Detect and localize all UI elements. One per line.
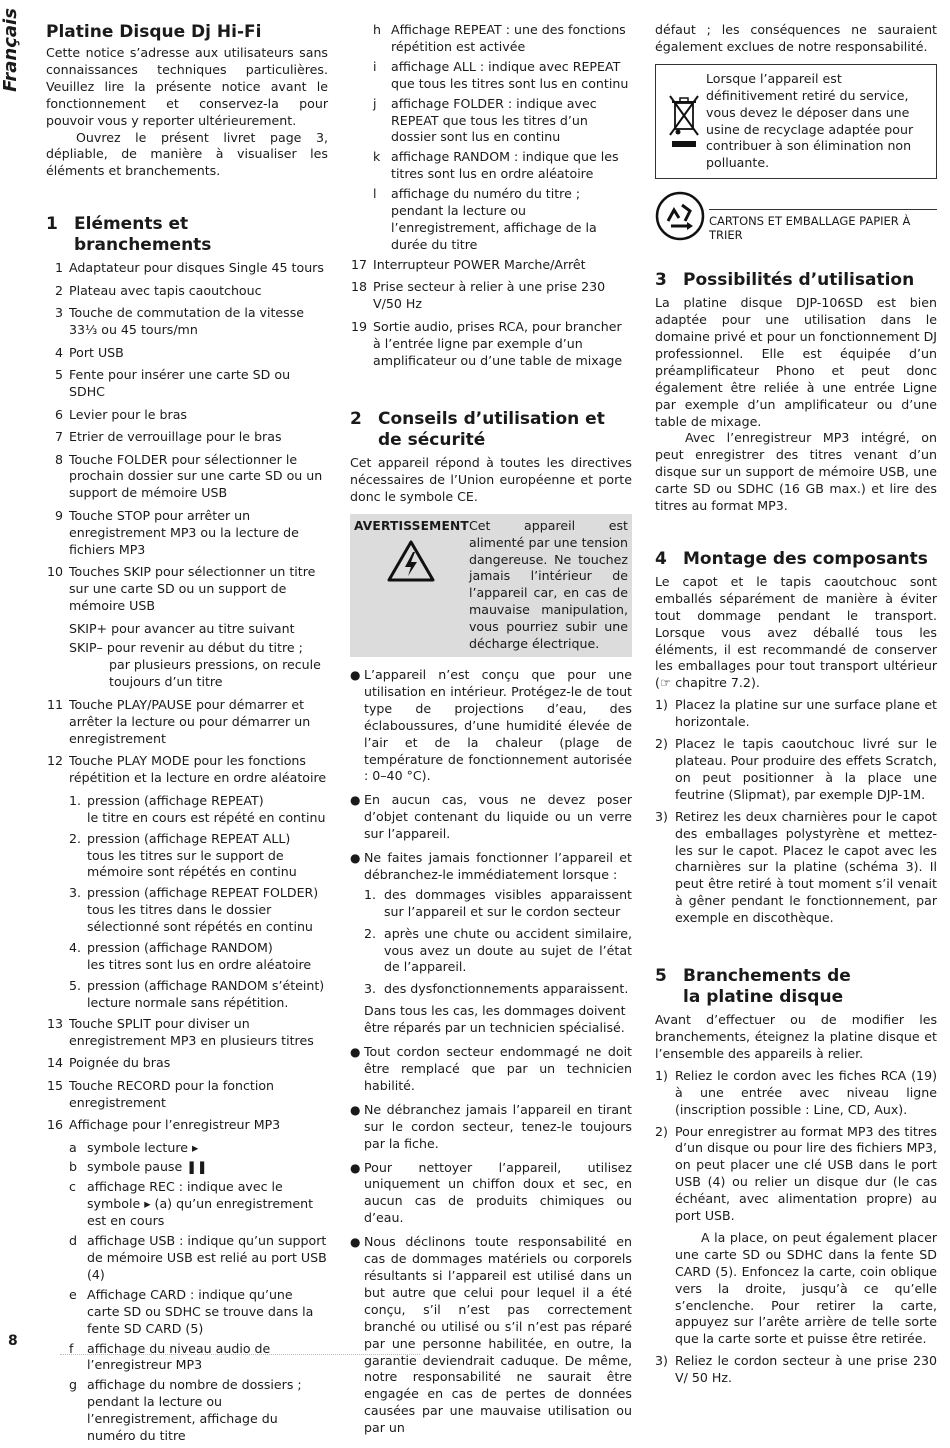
list-item: 7 Etrier de verrouillage pour le bras: [54, 429, 282, 445]
skip-minus-detail: par plusieurs pressions, on recule toujours d’un titre: [109, 657, 321, 690]
warning-box: [350, 514, 632, 657]
section-5-item-2-continued: A la place, on peut également placer une carte SD ou SDHC dans la fente SD CARD (5). Enfoncez la carte, coin oblique vers la droite, jusqu’à ce qu’elle s’enclenche. Pour retirer la carte, appuyez sur l’arête arrière de telle sorte que la carte sorte et puisse être retirée.: [675, 1229, 937, 1347]
display-item: f affichage du niveau audio de l’enregistreur MP3: [69, 1340, 271, 1373]
recycling-arrows-icon: [655, 191, 705, 241]
page-number: 8: [8, 1333, 18, 1349]
display-item: g affichage du nombre de dossiers ; pendant la lecture ou l’enregistrement, affichage du numéro du titre: [69, 1377, 302, 1444]
list-item: 2 Plateau avec tapis caoutchouc: [54, 282, 262, 298]
bullet-item: ● En aucun cas, vous ne devez poser d’objet contenant du liquide ou un verre sur l’appareil.: [350, 792, 632, 842]
section-4-heading: 4 Montage des composants: [655, 548, 928, 569]
list-item: 16 Affichage pour l’enregistreur MP3: [46, 1117, 281, 1133]
section-1-list-c: [46, 1016, 328, 1134]
display-list-b: [350, 22, 632, 254]
list-item: 13 Touche SPLIT pour diviser un enregistrement MP3 en plusieurs titres: [46, 1015, 314, 1048]
intro-paragraph-2: Ouvrez le présent livret page 3, dépliable, de manière à visualiser les éléments et branchements.: [46, 129, 328, 179]
section-2-heading: 2 Conseils d’utilisation et de sécurité: [350, 409, 605, 450]
column-3: [655, 22, 937, 1392]
damage-item: 1. des dommages visibles apparaissent sur l’appareil et sur le cordon secteur: [364, 886, 632, 919]
list-item: 18 Prise secteur à relier à une prise 230 V/50 Hz: [350, 279, 606, 312]
section-4-item: 1) Placez la platine sur une surface plane et horizontale.: [655, 697, 937, 730]
language-tab: Français: [0, 8, 21, 92]
intro-paragraph-1: Cette notice s’adresse aux utilisateurs sans connaissances techniques particulières. Veuillez lire la présente notice avant le fonctionnement et conservez-la pour pouvoir vous y reporter ultérieurement.: [46, 45, 328, 128]
warning-text: Cet appareil est alimenté par une tension dangereuse. Ne touchez jamais l’intérieur de l’appareil car, en cas de mauvaise manipulation, vous pourriez subir une décharge électrique.: [468, 517, 628, 652]
list-item: 6 Levier pour le bras: [54, 406, 187, 422]
list-item: 1 Adaptateur pour disques Single 45 tours: [54, 260, 324, 276]
display-item: b symbole pause ❚❚: [69, 1159, 208, 1175]
playmode-item: 5. pression (affichage RANDOM s’éteint) lecture normale sans répétition.: [69, 977, 325, 1010]
damage-list: [350, 887, 632, 998]
list-item: 17 Interrupteur POWER Marche/Arrêt: [350, 256, 586, 272]
display-item: d affichage USB : indique qu’un support de mémoire USB est relié au port USB (4): [69, 1233, 327, 1282]
recycling-text: Lorsque l’appareil est définitivement retiré du service, vous devez le déposer dans une usine de recyclage adaptée pour contribuer à son élimination non polluante.: [706, 70, 914, 171]
playmode-item: 3. pression (affichage REPEAT FOLDER) tous les titres dans le dossier sélectionné sont répétés en continu: [69, 885, 319, 935]
display-item: h Affichage REPEAT : une des fonctions répétition est activée: [373, 22, 626, 54]
section-5-item: 2) Pour enregistrer au format MP3 des titres d’un disque ou pour lire des fichiers MP3, on peut placer une clé USB dans le port USB (4) ou relier un disque dur (le cas échéant, avec alimentation propre) au port USB.: [655, 1123, 937, 1224]
high-voltage-icon: [386, 539, 436, 583]
list-item: 14 Poignée du bras: [46, 1055, 171, 1071]
damage-item: 2. après une chute ou accident similaire, vous avez un doute au sujet de l’état de l’appareil.: [364, 925, 632, 975]
bullet-item: ● L’appareil n’est conçu que pour une utilisation en intérieur. Protégez-le de tout type de projections d’eau, des éclaboussures, d’une humidité élevée de l’air et de la chaleur (plage de température de fonctionnement autorisée : 0–40 °C).: [350, 666, 632, 784]
section-1-list-b: [46, 697, 328, 787]
section-4-paragraph: Le capot et le tapis caoutchouc sont emballés séparément de manière à éviter tout dommage pendant le transport. Lorsque vous avez déballé tous les éléments, il est recommandé de conserver les emballages pour tout transport ultérieur (☞ chapitre 7.2).: [655, 573, 937, 691]
playmode-item: 1. pression (affichage REPEAT) le titre en cours est répété en continu: [69, 792, 326, 825]
liability-continued: défaut ; les conséquences ne sauraient également exclues de notre responsabilité.: [655, 22, 937, 54]
display-item: l affichage du numéro du titre ; pendant la lecture ou l’enregistrement, affichage de la durée du titre: [373, 186, 597, 252]
crossed-bin-icon: [667, 93, 701, 151]
document-title: Platine Disque Dj Hi-Fi: [46, 22, 262, 42]
display-item: a symbole lecture ▸: [69, 1139, 199, 1155]
footer-rule: [60, 1354, 420, 1359]
list-item: 15 Touche RECORD pour la fonction enregistrement: [46, 1077, 275, 1110]
section-4-item: 2) Placez le tapis caoutchouc livré sur le plateau. Pour produire des effets Scratch, on peut positionner à la place une feutrine (Slipmat), par exemple DJP-1M.: [655, 736, 937, 802]
section-1-list-d: [350, 257, 632, 370]
section-3-heading: 3 Possibilités d’utilisation: [655, 270, 915, 291]
section-5-paragraph: Avant d’effectuer ou de modifier les branchements, éteignez la platine disque et l’ensemble des appareils à relier.: [655, 1012, 937, 1061]
bullet-item: ● Tout cordon secteur endommagé ne doit être remplacé que par un technicien habilité.: [350, 1044, 632, 1093]
section-4-item: 3) Retirez les deux charnières pour le capot des emballages polystyrène et mettez-les sur le capot. Placez le capot avec les charnières sur la platine (schéma 3). Il peut être retiré à tout moment s’il venait à gêner pendant le fonctionnement, par exemple en discothèque.: [655, 808, 937, 926]
column-1: [46, 22, 328, 1448]
list-item: 4 Port USB: [54, 344, 124, 360]
list-item: 11 Touche PLAY/PAUSE pour démarrer et arrêter la lecture ou pour démarrer un enregistrement: [46, 697, 311, 746]
list-item: 19 Sortie audio, prises RCA, pour brancher à l’entrée ligne par exemple d’un amplificateur ou d’une table de mixage: [350, 318, 623, 368]
display-item: k affichage RANDOM : indique que les titres sont lus en ordre aléatoire: [373, 149, 619, 182]
section-1-heading: 1 Eléments et branchements: [46, 214, 212, 256]
playmode-list: [46, 793, 328, 1012]
section-5-heading: 5 Branchements de la platine disque: [655, 966, 851, 1008]
display-item: j affichage FOLDER : indique avec REPEAT que tous les titres d’un dossier sont lus en continu: [373, 95, 597, 145]
section-5-list: [655, 1068, 937, 1225]
display-item: c affichage REC : indique avec le symbole ▸ (a) qu’un enregistrement est en cours: [69, 1179, 314, 1229]
list-item: 9 Touche STOP pour arrêter un enregistrement MP3 ou la lecture de fichiers MP3: [54, 507, 299, 557]
list-item: 12 Touche PLAY MODE pour les fonctions répétition et la lecture en ordre aléatoire: [46, 753, 327, 786]
section-2-intro: Cet appareil répond à toutes les directives nécessaires de l’Union européenne et porte donc le symbole CE.: [350, 455, 632, 504]
bullet-item: ● Nous déclinons toute responsabilité en cas de dommages matériels ou corporels résultants si l’appareil est utilisé dans un but autre que celui pour lequel il a été conçu, s’il n’est pas correctement branché ou utilisé ou s’il n’est pas réparé par une personne habilitée, en outre, la garantie deviendrait caduque. De même, notre responsabilité ne saurait être engagée en cas de pertes de données causées par une mauvaise utilisation ou par un: [350, 1234, 632, 1436]
section-3-paragraph-1: La platine disque DJP-106SD est bien adaptée pour une utilisation dans le domaine privé et pour un fonctionnement DJ professionnel. Elle est équipée d’un préamplificateur Phono et peut donc également être reliée à une entrée Ligne par exemple d’un amplificateur ou d’une table de mixage.: [655, 295, 937, 429]
skip-minus-text: SKIP– pour revenir au début du titre ;: [69, 640, 303, 656]
skip-details: [46, 621, 328, 692]
section-5-item: 3) Reliez le cordon secteur à une prise 230 V/ 50 Hz.: [655, 1353, 937, 1386]
playmode-item: 2. pression (affichage REPEAT ALL) tous les titres sur le support de mémoire sont répétés en continu: [69, 830, 297, 880]
list-item: 8 Touche FOLDER pour sélectionner le prochain dossier sur une carte SD ou un support de mémoire USB: [54, 451, 323, 501]
list-item: 10 Touches SKIP pour sélectionner un titre sur une carte SD ou un support de mémoire USB: [46, 564, 316, 613]
list-item: 3 Touche de commutation de la vitesse 33⅓ ou 45 tours/mn: [54, 305, 305, 338]
recycling-box: [655, 64, 937, 179]
list-item: 5 Fente pour insérer une carte SD ou SDHC: [54, 367, 291, 400]
section-1-list: [46, 260, 328, 615]
skip-plus-text: SKIP+ pour avancer au titre suivant: [69, 620, 295, 636]
display-list: [46, 1140, 328, 1445]
section-4-list: [655, 697, 937, 927]
playmode-item: 4. pression (affichage RANDOM) les titres sont lus en ordre aléatoire: [69, 940, 312, 972]
damage-item: 3. des dysfonctionnements apparaissent.: [364, 981, 629, 997]
warning-label: AVERTISSEMENT: [354, 518, 469, 533]
bullet-item: ● Pour nettoyer l’appareil, utilisez uniquement un chiffon doux et sec, en aucun cas de produits chimiques ou d’eau.: [350, 1159, 632, 1226]
display-item: e Affichage CARD : indique qu’une carte SD ou SDHC se trouve dans la fente SD CARD (5): [69, 1286, 314, 1336]
bullet-item: ● Ne débranchez jamais l’appareil en tirant sur le cordon secteur, tenez-le toujours par la fiche.: [350, 1101, 632, 1151]
column-2: [350, 22, 632, 1444]
damage-note: Dans tous les cas, les dommages doivent être réparés par un technicien spécialisé.: [364, 1003, 626, 1036]
bullet-item: ● Ne faites jamais fonctionner l’appareil et débranchez-le immédiatement lorsque :: [350, 850, 632, 882]
section-3-paragraph-2: Avec l’enregistreur MP3 intégré, on peut enregistrer des titres venant d’un disque sur un support de mémoire USB, une carte SD ou SDHC (16 GB max.) et lire des titres au format MP3.: [655, 430, 937, 514]
packaging-text: CARTONS ET EMBALLAGE PAPIER À TRIER: [709, 209, 937, 242]
display-item: i affichage ALL : indique avec REPEAT que tous les titres sont lus en continu: [373, 58, 629, 91]
packaging-note: [655, 191, 937, 246]
section-5-item: 1) Reliez le cordon avec les fiches RCA (19) à une entrée avec niveau ligne (inscription possible : Line, CD, Aux).: [655, 1067, 937, 1117]
